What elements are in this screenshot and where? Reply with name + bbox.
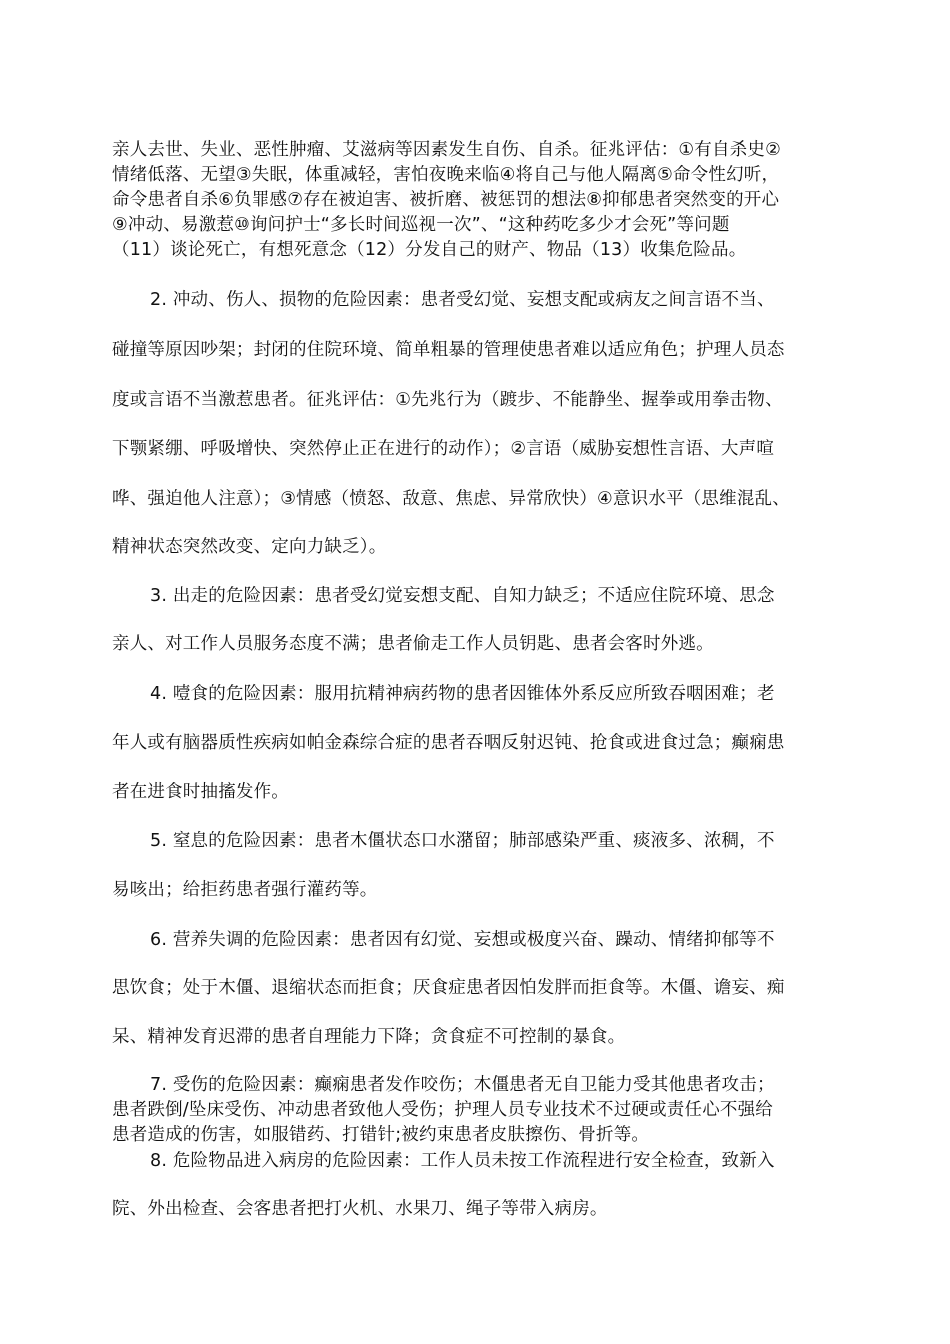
text-line: 哗、强迫他人注意）；③情感（愤怒、敌意、焦虑、异常欣快）④意识水平（思维混乱、 xyxy=(112,489,790,509)
text-line: 者在进食时抽搐发作。 xyxy=(112,782,289,802)
text-line: 易咳出；给拒药患者强行灌药等。 xyxy=(112,880,378,900)
paragraph-first-line: 7. 受伤的危险因素：癫痫患者发作咬伤；木僵患者无自卫能力受其他患者攻击； xyxy=(150,1075,775,1095)
text-line: 院、外出检查、会客患者把打火机、水果刀、绳子等带入病房。 xyxy=(112,1199,608,1219)
text-line: 下颚紧绷、呼吸增快、突然停止正在进行的动作）；②言语（威胁妄想性言语、大声喧 xyxy=(112,439,775,459)
paragraph-first-line: 5. 窒息的危险因素：患者木僵状态口水潴留；肺部感染严重、痰液多、浓稠，不 xyxy=(150,831,775,851)
paragraph-first-line: 4. 噎食的危险因素：服用抗精神病药物的患者因锥体外系反应所致吞咽困难；老 xyxy=(150,684,775,704)
text-line: 情绪低落、无望③失眠，体重减轻，害怕夜晚来临④将自己与他人隔离⑤命令性幻听， xyxy=(112,165,780,185)
text-line: 患者造成的伤害，如服错药、打错针;被约束患者皮肤擦伤、骨折等。 xyxy=(112,1125,650,1145)
text-line: 度或言语不当激惹患者。征兆评估：①先兆行为（踱步、不能静坐、握拳或用拳击物、 xyxy=(112,390,783,410)
paragraph-first-line: 3. 出走的危险因素：患者受幻觉妄想支配、自知力缺乏；不适应住院环境、思念 xyxy=(150,586,775,606)
paragraph-first-line: 2. 冲动、伤人、损物的危险因素：患者受幻觉、妄想支配或病友之间言语不当、 xyxy=(150,290,775,310)
paragraph-first-line: 6. 营养失调的危险因素：患者因有幻觉、妄想或极度兴奋、躁动、情绪抑郁等不 xyxy=(150,930,775,950)
text-line: 思饮食；处于木僵、退缩状态而拒食；厌食症患者因怕发胖而拒食等。木僵、谵妄、痴 xyxy=(112,978,785,998)
text-line: 患者跌倒/坠床受伤、冲动患者致他人受伤；护理人员专业技术不过硬或责任心不强给 xyxy=(112,1100,773,1120)
text-line: （11）谈论死亡，有想死意念（12）分发自己的财产、物品（13）收集危险品。 xyxy=(112,240,747,260)
text-line: 亲人去世、失业、恶性肿瘤、艾滋病等因素发生自伤、自杀。征兆评估：①有自杀史② xyxy=(112,140,781,160)
text-line: 精神状态突然改变、定向力缺乏）。 xyxy=(112,537,387,557)
text-line: 年人或有脑器质性疾病如帕金森综合症的患者吞咽反射迟钝、抢食或进食过急；癫痫患 xyxy=(112,733,785,753)
text-line: 亲人、对工作人员服务态度不满；患者偷走工作人员钥匙、患者会客时外逃。 xyxy=(112,634,714,654)
text-line: 呆、精神发育迟滞的患者自理能力下降；贪食症不可控制的暴食。 xyxy=(112,1027,626,1047)
text-line: 命令患者自杀⑥负罪感⑦存在被迫害、被折磨、被惩罚的想法⑧抑郁患者突然变的开心 xyxy=(112,190,780,210)
text-line: ⑨冲动、易激惹⑩询问护士“多长时间巡视一次”、“这种药吃多少才会死”等问题 xyxy=(112,215,730,235)
text-line: 碰撞等原因吵架；封闭的住院环境、简单粗暴的管理使患者难以适应角色；护理人员态 xyxy=(112,340,785,360)
paragraph-first-line: 8. 危险物品进入病房的危险因素：工作人员未按工作流程进行安全检查，致新入 xyxy=(150,1151,775,1171)
